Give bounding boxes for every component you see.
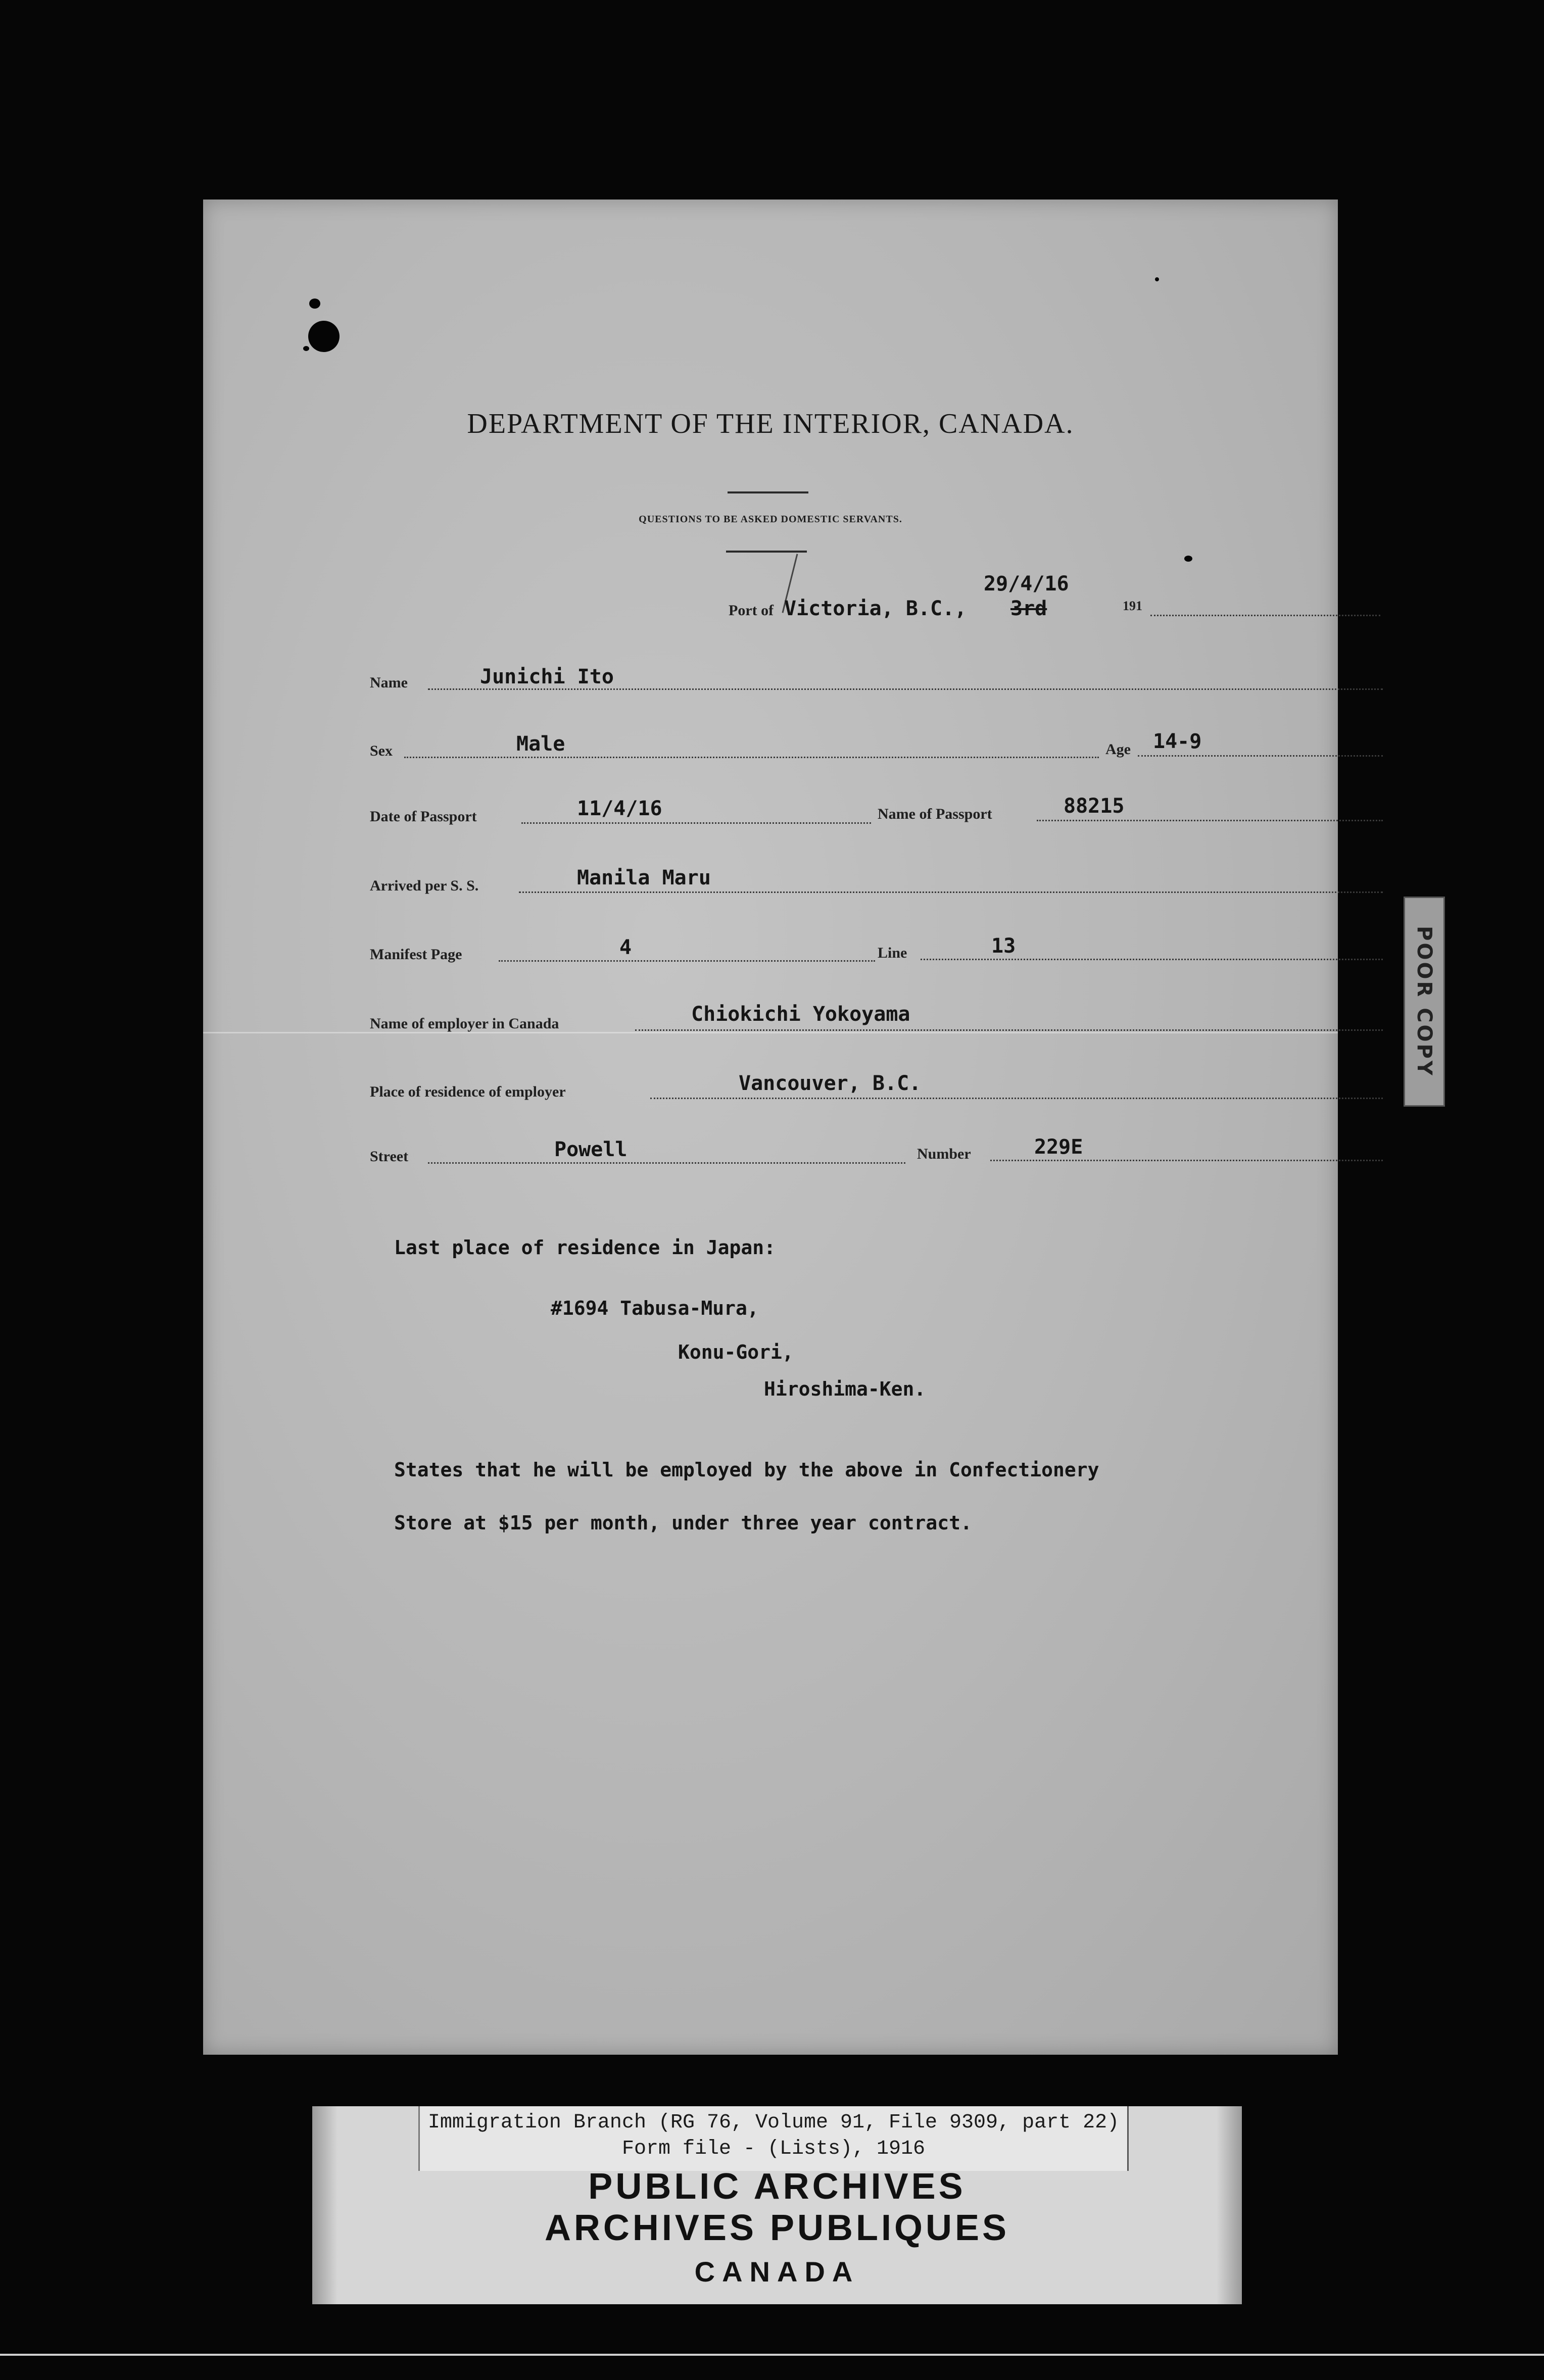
sex-value: Male <box>516 732 565 756</box>
number-dots <box>990 1160 1383 1161</box>
year-dots <box>1150 615 1380 616</box>
employer-residence-value: Vancouver, B.C. <box>739 1072 922 1095</box>
statement-line-1: States that he will be employed by the above in Confectionery <box>394 1459 1099 1481</box>
age-dots <box>1138 755 1383 757</box>
arrived-per-label: Arrived per S. S. <box>370 877 479 894</box>
manifest-page-label: Manifest Page <box>370 946 462 963</box>
age-label: Age <box>1105 741 1131 758</box>
name-value: Junichi Ito <box>480 665 614 688</box>
sex-label: Sex <box>370 742 393 759</box>
residence-heading: Last place of residence in Japan: <box>394 1236 776 1259</box>
street-value: Powell <box>554 1138 628 1161</box>
manifest-page-value: 4 <box>619 936 632 959</box>
ink-blot <box>303 346 309 351</box>
line-value: 13 <box>991 934 1016 958</box>
street-dots <box>428 1162 905 1164</box>
poor-copy-text: POOR COPY <box>1413 926 1436 1077</box>
manifest-page-dots <box>499 960 875 962</box>
employer-residence-dots <box>650 1098 1383 1099</box>
archive-line-3: CANADA <box>694 2256 860 2288</box>
port-value: Victoria, B.C., <box>784 597 967 620</box>
arrived-per-dots <box>519 891 1383 893</box>
reference-slip <box>418 2106 1129 2171</box>
year-prefix: 191 <box>1123 599 1142 613</box>
port-label: Port of <box>729 602 774 619</box>
line-label: Line <box>878 945 907 961</box>
date-of-passport-value: 11/4/16 <box>577 797 662 820</box>
ink-blot <box>1155 277 1159 281</box>
archive-line-1: PUBLIC ARCHIVES <box>588 2166 966 2207</box>
name-of-passport-dots <box>1037 820 1383 821</box>
poor-copy-stamp <box>1404 897 1445 1107</box>
form-subheading: QUESTIONS TO BE ASKED DOMESTIC SERVANTS. <box>639 514 902 525</box>
date-of-passport-label: Date of Passport <box>370 808 477 825</box>
sex-dots <box>404 757 1099 758</box>
employer-value: Chiokichi Yokoyama <box>691 1003 910 1026</box>
slip-line-1: Immigration Branch (RG 76, Volume 91, File 9309, part 22) <box>427 2111 1120 2134</box>
age-value: 14-9 <box>1153 730 1202 753</box>
number-value: 229E <box>1034 1135 1083 1159</box>
employer-dots <box>635 1029 1383 1031</box>
form-heading: DEPARTMENT OF THE INTERIOR, CANADA. <box>467 408 1074 439</box>
date-of-passport-dots <box>521 822 871 824</box>
employer-label: Name of employer in Canada <box>370 1015 559 1032</box>
heading-rule <box>728 491 808 493</box>
document-page <box>203 200 1338 2055</box>
ink-blot <box>1184 556 1192 562</box>
slip-line-2: Form file - (Lists), 1916 <box>621 2138 926 2160</box>
name-label: Name <box>370 674 408 691</box>
ink-blot <box>309 299 320 309</box>
number-label: Number <box>917 1146 971 1162</box>
archive-line-2: ARCHIVES PUBLIQUES <box>544 2208 1010 2248</box>
bottom-edge-strip <box>0 2354 1544 2356</box>
address-line-2: Konu-Gori, <box>678 1341 794 1363</box>
line-dots <box>921 959 1383 960</box>
name-of-passport-value: 88215 <box>1064 795 1125 818</box>
statement-line-2: Store at $15 per month, under three year contract. <box>394 1512 972 1534</box>
date-value: 29/4/16 <box>984 572 1069 596</box>
subheading-rule <box>726 551 807 553</box>
street-label: Street <box>370 1148 409 1165</box>
arrived-per-value: Manila Maru <box>577 866 711 889</box>
ink-blot <box>308 321 340 352</box>
name-dots <box>428 688 1383 690</box>
address-line-1: #1694 Tabusa-Mura, <box>551 1297 759 1319</box>
name-of-passport-label: Name of Passport <box>878 806 992 822</box>
archive-card <box>312 2106 1242 2304</box>
struck-value: 3rd <box>1010 597 1047 620</box>
address-line-3: Hiroshima-Ken. <box>764 1378 926 1400</box>
employer-residence-label: Place of residence of employer <box>370 1083 566 1100</box>
